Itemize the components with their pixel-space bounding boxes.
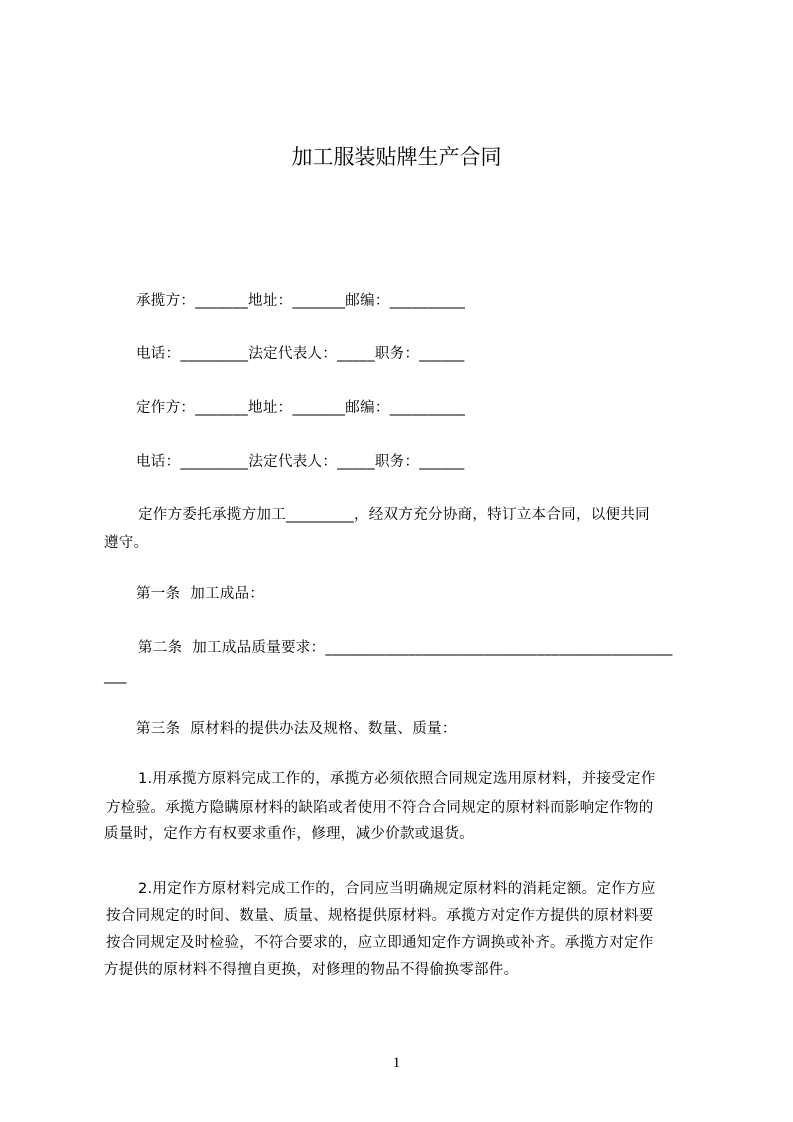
document-title: 加工服装贴牌生产合同	[291, 145, 502, 169]
clause-2-line: 方提供的原材料不得擅自更换，对修理的物品不得偷换零部件。	[104, 962, 519, 978]
preamble-line: 定作方委托承揽方加工_________，经双方充分协商，特订立本合同，以便共同	[138, 507, 650, 523]
article-1: 第一条 加工成品：	[136, 586, 265, 602]
article-2-line: ___	[104, 668, 127, 684]
clause-1-line: 质量时，定作方有权要求重作，修理，减少价款或退货。	[104, 826, 474, 842]
party-line: 承揽方：_______地址：_______邮编：__________	[136, 293, 466, 309]
party-line: 电话：_________法定代表人：_____职务：______	[136, 346, 465, 362]
clause-2-line: 2.用定作方原材料完成工作的，合同应当明确规定原材料的消耗定额。定作方应	[138, 881, 656, 897]
article-2-line: 第二条 加工成品质量要求：______________________________________________	[138, 640, 673, 656]
preamble-line: 遵守。	[104, 535, 149, 551]
article-3: 第三条 原材料的提供办法及规格、数量、质量：	[136, 721, 457, 737]
party-line: 电话：_________法定代表人：_____职务：______	[136, 454, 465, 470]
party-line: 定作方：_______地址：_______邮编：__________	[136, 400, 466, 416]
clause-2-line: 按合同规定及时检验，不符合要求的，应立即通知定作方调换或补齐。承揽方对定作	[106, 935, 654, 951]
clause-2-line: 按合同规定的时间、数量、质量、规格提供原材料。承揽方对定作方提供的原材料要	[106, 908, 654, 924]
clause-1-line: 方检验。承揽方隐瞒原材料的缺陷或者使用不符合合同规定的原材料而影响定作物的	[106, 800, 654, 816]
page-number: 1	[392, 1055, 401, 1071]
clause-1-line: 1.用承揽方原料完成工作的，承揽方必须依照合同规定选用原材料，并接受定作	[138, 771, 656, 787]
